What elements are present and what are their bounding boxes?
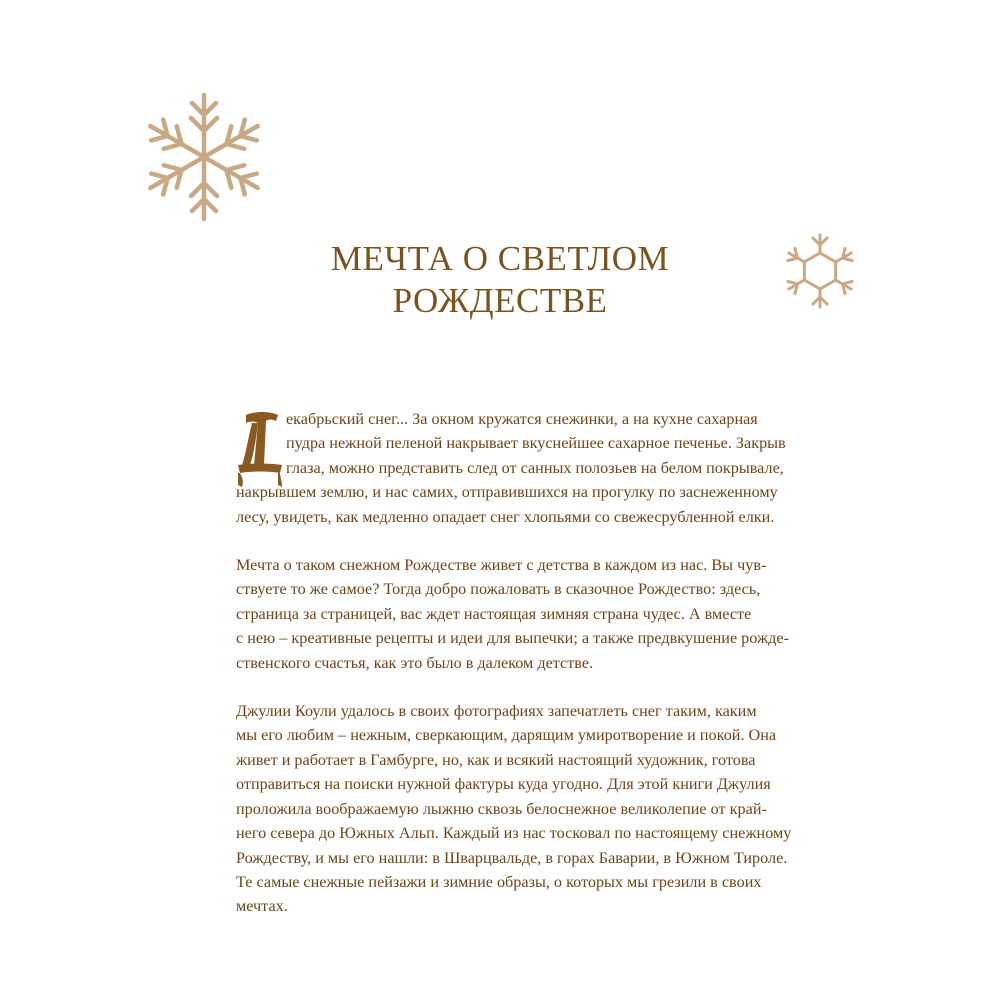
- text-line: него севера до Южных Альп. Каждый из нас тосковал по настоящему снежному: [236, 824, 792, 843]
- body-text: [236, 407, 816, 943]
- snowflake-icon: [146, 92, 262, 222]
- text-line: ствуете то же самое? Тогда добро пожаловать в сказочное Рождество: здесь,: [236, 580, 761, 599]
- drop-cap-letter: Д: [236, 409, 237, 410]
- text-line: мы его любим – нежным, сверкающим, дарящим умиротворение и покой. Она: [236, 726, 777, 745]
- text-line: пудра нежной пеленой накрывает вкуснейшее сахарное печенье. Закрыв: [286, 434, 786, 453]
- paragraph-2: [236, 553, 816, 675]
- text-line: Джулии Коули удалось в своих фотографиях запечатлеть снег таким, каким: [236, 702, 757, 721]
- text-line: мечтах.: [236, 897, 288, 916]
- text-line: накрывшем землю, и нас самих, отправившихся на прогулку по заснеженному: [236, 483, 778, 502]
- text-line: отправиться на поиски нужной фактуры куда угодно. Для этой книги Джулия: [236, 775, 771, 794]
- paragraph-3: [236, 699, 816, 919]
- text-line: проложила воображаемую лыжню сквозь белоснежное великолепие от край-: [236, 799, 767, 818]
- text-line: глаза, можно представить след от санных полозьев на белом покрывале,: [286, 458, 784, 477]
- text-line: живет и работает в Гамбурге, но, как и всякий настоящий художник, готова: [236, 750, 756, 769]
- text-line: Мечта о таком снежном Рождестве живет с детства в каждом из нас. Вы чув-: [236, 556, 767, 575]
- text-line: страница за страницей, вас ждет настоящая зимняя страна чудес. А вместе: [236, 604, 752, 623]
- title-line-2: РОЖДЕСТВЕ: [392, 281, 608, 320]
- title-line-1: МЕЧТА О СВЕТЛОМ: [330, 239, 670, 278]
- text-line: с нею – креативные рецепты и идеи для выпечки; а также предвкушение рожде-: [236, 629, 789, 648]
- text-line: Рождеству, и мы его нашли: в Шварцвальде, в горах Баварии, в Южном Тироле.: [236, 848, 788, 867]
- text-line: ственского счастья, как это было в далеком детстве.: [236, 653, 594, 672]
- paragraph-1: [236, 407, 816, 529]
- page-title: [260, 238, 740, 322]
- text-line: лесу, увидеть, как медленно опадает снег хлопьями со свежесрубленной елки.: [236, 507, 775, 526]
- snowflake-icon: [784, 232, 856, 310]
- text-line: екабрьский снег... За окном кружатся снежинки, а на кухне сахарная: [286, 410, 758, 428]
- text-line: Те самые снежные пейзажи и зимние образы, о которых мы грезили в своих: [236, 872, 762, 891]
